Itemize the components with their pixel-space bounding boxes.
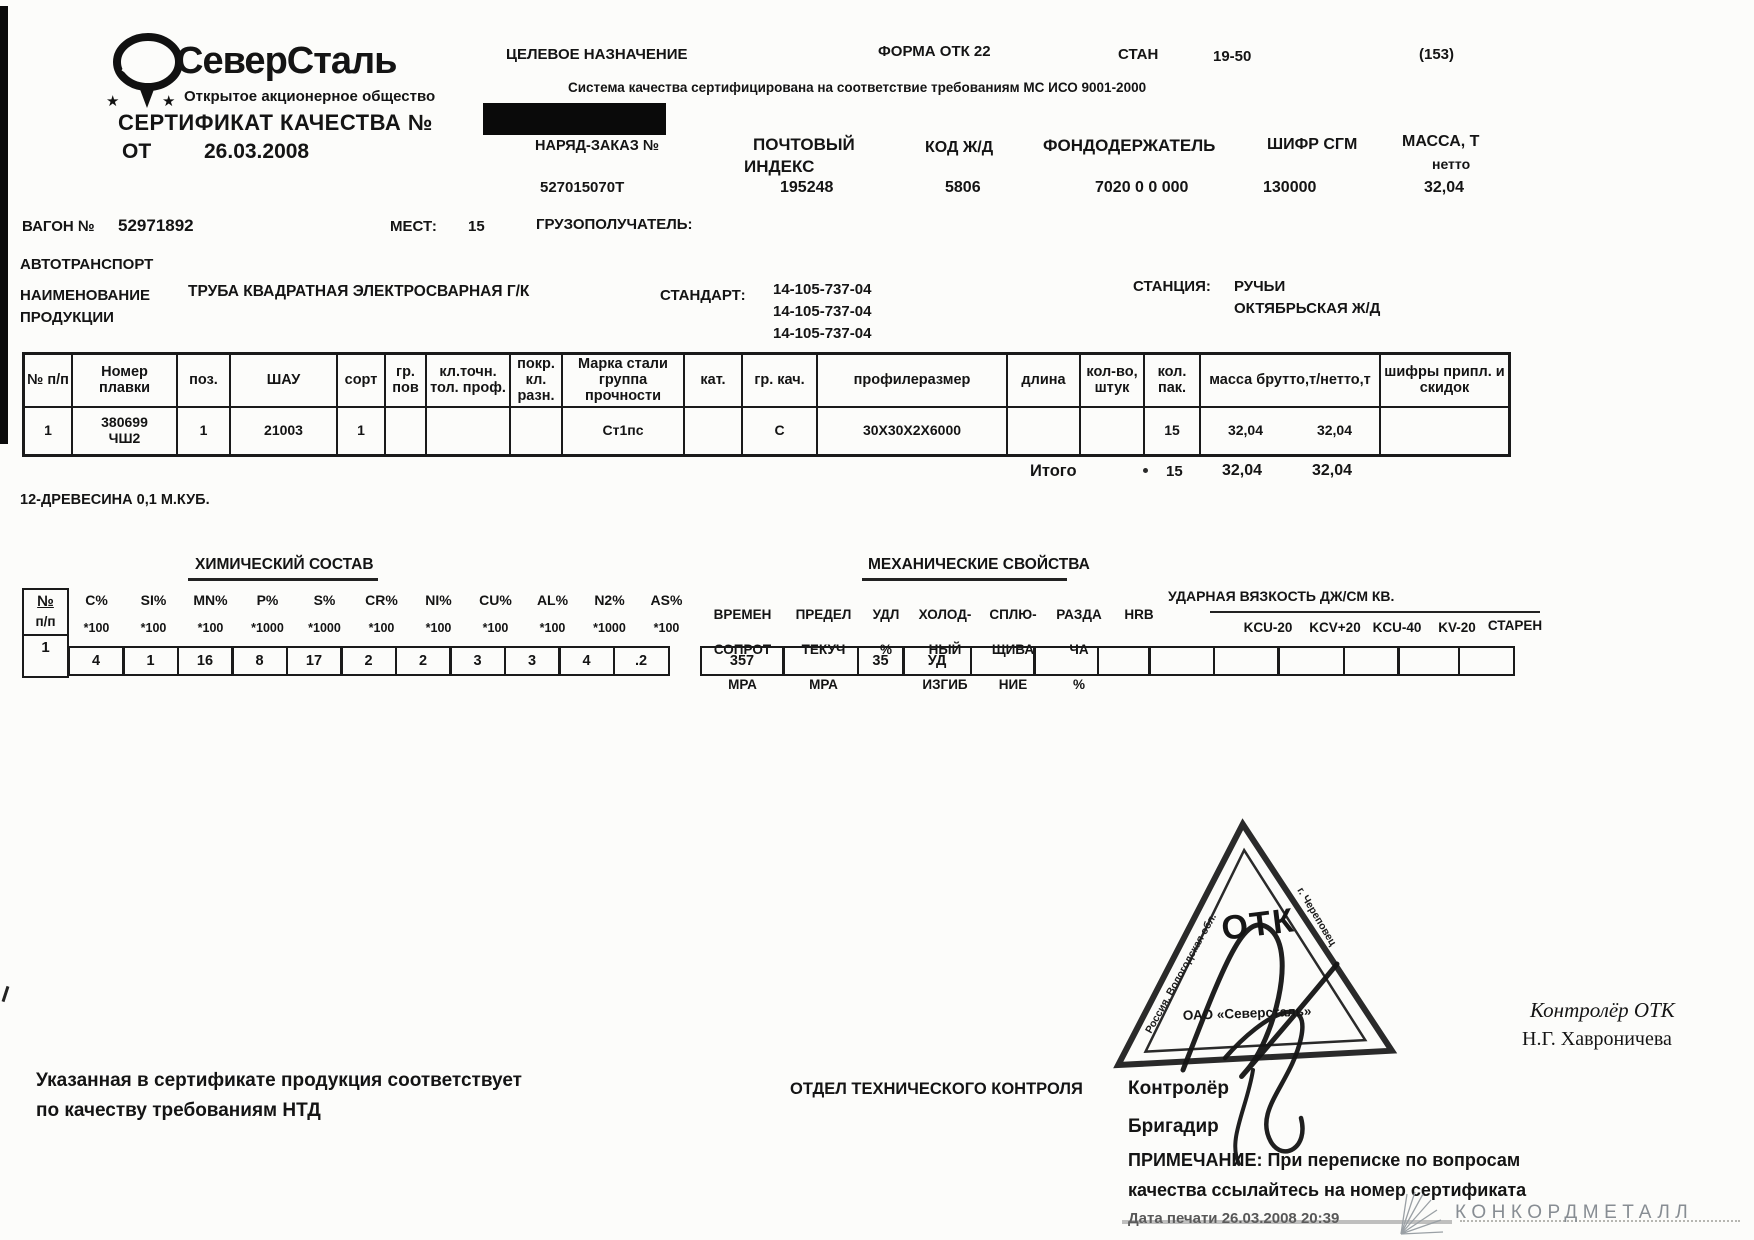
mech-value xyxy=(1097,646,1151,676)
mech-header-line: % xyxy=(1072,676,1085,692)
mech-header-line: МРА xyxy=(809,676,838,692)
chem-value: 1 xyxy=(122,646,179,676)
col-header: профилеразмер xyxy=(818,355,1008,406)
total-packs: 15 xyxy=(1166,463,1183,480)
chem-element: AL% xyxy=(536,592,569,608)
mech-header-line: ЧА xyxy=(1069,641,1089,657)
product-label-1: НАИМЕНОВАНИЕ xyxy=(20,287,150,304)
chem-element: CU% xyxy=(479,592,512,608)
redacted-certificate-number xyxy=(483,103,666,135)
chem-value: .2 xyxy=(613,646,670,676)
brand-subtitle: Открытое акционерное общество xyxy=(184,88,436,105)
col-header: сорт xyxy=(338,355,386,406)
total-net: 32,04 xyxy=(1312,462,1353,479)
chem-multiplier: *100 xyxy=(197,621,224,635)
scan-edge-artifact xyxy=(0,6,8,444)
holder-value: 7020 0 0 000 xyxy=(1095,179,1189,196)
melt-line1: 380699 xyxy=(101,414,148,431)
mech-value xyxy=(1458,646,1515,676)
qc-controller-name: Н.Г. Хавроничева xyxy=(1522,1028,1672,1050)
chem-value: 16 xyxy=(177,646,234,676)
places-value: 15 xyxy=(468,218,485,235)
chem-title: ХИМИЧЕСКИЙ СОСТАВ xyxy=(195,556,374,573)
col-header: кат. xyxy=(685,355,743,406)
col-header: кол. пак. xyxy=(1145,355,1201,406)
mech-title-underline xyxy=(862,578,1067,581)
mech-header-line: СОПРОТ xyxy=(713,641,772,657)
stamp-company-text: ОАО «Северсталь» xyxy=(1182,1003,1312,1023)
cell-pos: 1 xyxy=(178,408,231,454)
chem-element: NI% xyxy=(425,592,452,608)
chem-element: MN% xyxy=(193,592,228,608)
cell-empty xyxy=(685,408,743,454)
chem-element: P% xyxy=(256,592,279,608)
stamp-edge-right-text: г. Череповец xyxy=(1294,885,1339,949)
chem-no-box xyxy=(22,588,69,678)
product-label-2: ПРОДУКЦИИ xyxy=(20,309,114,326)
sheet-code: (153) xyxy=(1419,46,1455,63)
mech-value xyxy=(1033,646,1099,676)
chem-element-header-row xyxy=(68,592,695,608)
mech-header-line: ТЕКУЧ xyxy=(801,641,846,657)
col-header: шифры припл. и скидок xyxy=(1384,364,1505,397)
mech-value: УД xyxy=(902,646,972,676)
col-header: Марка стали группа прочности xyxy=(563,355,685,406)
wood-note: 12-ДРЕВЕСИНА 0,1 М.КУБ. xyxy=(20,492,210,508)
cell-no: 1 xyxy=(25,408,73,454)
mech-value: 357 xyxy=(700,646,785,676)
chem-multiplier: *100 xyxy=(653,621,680,635)
impact-col-kcu20: KCU-20 xyxy=(1243,620,1293,635)
scan-dot-artifact xyxy=(1143,468,1148,473)
chem-no-label: № xyxy=(37,593,54,610)
cipher-value: 130000 xyxy=(1263,179,1317,196)
mech-header-line: НИЕ xyxy=(998,676,1028,692)
form-label: ФОРМА ОТК 22 xyxy=(878,43,991,60)
station-value: РУЧЬИ xyxy=(1234,278,1286,295)
melt-line2: ЧШ2 xyxy=(108,429,141,446)
otk-stamp xyxy=(1075,812,1425,1174)
impact-underline xyxy=(1210,611,1540,613)
col-header: Номер плавки xyxy=(73,355,178,406)
transport-label: АВТОТРАНСПОРТ xyxy=(20,256,154,273)
mech-value xyxy=(782,646,859,676)
chem-value: 17 xyxy=(286,646,343,676)
mech-value xyxy=(970,646,1036,676)
cell-melt-number xyxy=(73,408,178,454)
col-header: кл.точн. тол. проф. xyxy=(427,355,511,406)
chem-multiplier: *1000 xyxy=(251,621,284,635)
main-table-data-row xyxy=(22,408,1511,457)
chem-element: C% xyxy=(85,592,108,608)
mech-value xyxy=(1213,646,1280,676)
chem-row-no: 1 xyxy=(24,634,67,656)
standard-2: 14-105-737-04 xyxy=(773,303,872,320)
cell-quality-group: С xyxy=(743,408,818,454)
col-header: № п/п xyxy=(25,355,73,406)
total-gross: 32,04 xyxy=(1222,462,1263,479)
cell-empty xyxy=(1081,408,1145,454)
mass-label: МАССА, Т xyxy=(1402,133,1480,150)
mech-header-line: ЩИВА xyxy=(991,641,1035,657)
cell-empty xyxy=(511,408,563,454)
col-header: гр. пов xyxy=(386,355,427,406)
station-label: СТАНЦИЯ: xyxy=(1133,278,1211,295)
qc-controller-title: Контролёр ОТК xyxy=(1530,998,1675,1022)
mech-header-line: ПРЕДЕЛ xyxy=(795,606,852,622)
mass-sub-label: нетто xyxy=(1432,156,1471,172)
mech-title: МЕХАНИЧЕСКИЕ СВОЙСТВА xyxy=(868,556,1090,573)
certificate-title: СЕРТИФИКАТ КАЧЕСТВА № xyxy=(118,110,433,135)
chem-multiplier: *1000 xyxy=(308,621,341,635)
iso-note: Система качества сертифицирована на соответствие требованиям МС ИСО 9001-2000 xyxy=(568,80,1147,95)
stamp-otk-text: ОТК xyxy=(1219,901,1298,948)
mech-value xyxy=(1148,646,1215,676)
places-label: МЕСТ: xyxy=(390,218,437,235)
station-railway: ОКТЯБРЬСКАЯ Ж/Д xyxy=(1234,300,1381,317)
col-header: поз. xyxy=(178,355,231,406)
chem-multiplier: *100 xyxy=(83,621,110,635)
postal-label-2: ИНДЕКС xyxy=(744,157,815,176)
watermark-logo-icon xyxy=(1395,1188,1449,1238)
conformity-line1: Указанная в сертификате продукция соответствует xyxy=(36,1070,522,1091)
mech-header-line: НЫЙ xyxy=(928,641,962,657)
mass-net: 32,04 xyxy=(1316,422,1353,438)
stan-label: СТАН xyxy=(1118,46,1159,63)
chem-multiplier: *100 xyxy=(368,621,395,635)
chem-element: N2% xyxy=(594,592,625,608)
impact-col-kcu40: KCU-40 xyxy=(1372,620,1422,635)
qc-department-label: ОТДЕЛ ТЕХНИЧЕСКОГО КОНТРОЛЯ xyxy=(790,1080,1083,1098)
cell-empty xyxy=(386,408,427,454)
chem-multiplier: *1000 xyxy=(593,621,626,635)
main-table-header-row xyxy=(22,352,1511,408)
holder-label: ФОНДОДЕРЖАТЕЛЬ xyxy=(1043,136,1216,155)
severstal-logo-icon xyxy=(106,32,186,116)
postal-value: 195248 xyxy=(780,179,834,196)
cipher-label: ШИФР СГМ xyxy=(1267,136,1358,153)
chem-element: SI% xyxy=(140,592,167,608)
mech-header-line: РАЗДА xyxy=(1056,606,1102,622)
cell-mass xyxy=(1201,408,1381,454)
wagon-value: 52971892 xyxy=(118,216,194,235)
mech-value-row xyxy=(702,646,1515,676)
chem-title-underline xyxy=(188,578,378,581)
cell-empty xyxy=(1381,408,1508,454)
cert-from-label: ОТ xyxy=(122,140,152,163)
col-header: гр. кач. xyxy=(743,355,818,406)
brigadier-label: Бригадир xyxy=(1128,1116,1219,1137)
conformity-line2: по качеству требованиям НТД xyxy=(36,1100,321,1121)
mech-header-line: HRB xyxy=(1124,606,1154,622)
chem-multiplier: *100 xyxy=(425,621,452,635)
purpose-label: ЦЕЛЕВОЕ НАЗНАЧЕНИЕ xyxy=(506,46,688,63)
main-table xyxy=(22,352,1511,457)
standard-3: 14-105-737-04 xyxy=(773,325,872,342)
col-header: длина xyxy=(1008,355,1081,406)
mass-value: 32,04 xyxy=(1424,179,1465,196)
order-value: 527015070Т xyxy=(540,179,625,196)
col-header: ШАУ xyxy=(231,355,338,406)
watermark-text: КОНКОРДМЕТАЛЛ xyxy=(1455,1202,1694,1223)
chem-element: S% xyxy=(313,592,336,608)
col-header: покр. кл. разн. xyxy=(511,355,563,406)
cell-packs: 15 xyxy=(1145,408,1201,454)
chem-element: CR% xyxy=(365,592,398,608)
chem-value: 3 xyxy=(449,646,506,676)
standard-label: СТАНДАРТ: xyxy=(660,287,746,304)
chem-value: 3 xyxy=(504,646,561,676)
mech-header-line: ИЗГИБ xyxy=(922,676,968,692)
chem-value: 8 xyxy=(231,646,288,676)
order-label: НАРЯД-ЗАКАЗ № xyxy=(535,138,659,154)
chem-multiplier: *100 xyxy=(539,621,566,635)
chem-multiplier: *100 xyxy=(140,621,167,635)
cell-sort: 1 xyxy=(338,408,386,454)
chem-no-sub: п/п xyxy=(35,614,56,629)
mech-header-line: СПЛЮ- xyxy=(989,606,1037,622)
rail-code-label: КОД Ж/Д xyxy=(925,139,994,156)
print-date: Дата печати 26.03.2008 20:39 xyxy=(1128,1210,1340,1227)
chem-value-row xyxy=(70,646,670,676)
cert-date: 26.03.2008 xyxy=(204,140,310,163)
stamp-edge-left-text: Россия, Вологодская обл. xyxy=(1143,911,1220,1036)
product-value: ТРУБА КВАДРАТНАЯ ЭЛЕКТРОСВАРНАЯ Г/К xyxy=(188,283,530,300)
mech-value xyxy=(1343,646,1400,676)
mech-value xyxy=(1397,646,1460,676)
stan-value: 19-50 xyxy=(1213,48,1252,65)
note-line1: ПРИМЕЧАНИЕ: При переписке по вопросам xyxy=(1128,1150,1521,1170)
rail-code-value: 5806 xyxy=(945,179,981,196)
cell-steel-grade: Ст1пс xyxy=(563,408,685,454)
brand-title: СеверСталь xyxy=(176,40,397,82)
cell-profile-size: 30X30X2X6000 xyxy=(818,408,1008,454)
postal-label-1: ПОЧТОВЫЙ xyxy=(753,135,855,154)
wagon-label: ВАГОН № xyxy=(22,218,95,235)
controller-label: Контролёр xyxy=(1128,1078,1229,1099)
scan-mark-artifact xyxy=(2,986,10,1002)
mech-header-hrb xyxy=(1112,588,1166,641)
chem-multiplier: *100 xyxy=(482,621,509,635)
mech-value: 35 xyxy=(857,646,905,676)
impact-col-kv20: KV-20 xyxy=(1438,620,1476,635)
aged-label: СТАРЕН xyxy=(1487,618,1543,633)
chem-value: 4 xyxy=(558,646,615,676)
cell-empty xyxy=(1008,408,1081,454)
chem-element: AS% xyxy=(650,592,683,608)
chem-value: 4 xyxy=(68,646,125,676)
mech-header-line: ВРЕМЕН xyxy=(713,606,772,622)
chem-value: 2 xyxy=(340,646,397,676)
cell-shau: 21003 xyxy=(231,408,338,454)
impact-col-kcv20: KCV+20 xyxy=(1309,620,1361,635)
svg-text:★: ★ xyxy=(162,93,176,110)
chem-multiplier-row xyxy=(68,621,695,635)
mass-gross: 32,04 xyxy=(1227,422,1264,438)
consignee-label: ГРУЗОПОЛУЧАТЕЛЬ: xyxy=(536,216,693,233)
total-label: Итого xyxy=(1030,462,1077,480)
standard-1: 14-105-737-04 xyxy=(773,281,872,298)
mech-header-line: МРА xyxy=(728,676,757,692)
mech-header-line: УДЛ xyxy=(872,606,900,622)
col-header: масса брутто,т/нетто,т xyxy=(1201,355,1381,406)
mech-header-line: ХОЛОД- xyxy=(918,606,972,622)
mech-header-line: % xyxy=(879,641,892,657)
note-line2: качества ссылайтесь на номер сертификата xyxy=(1128,1180,1527,1200)
mech-value xyxy=(1277,646,1345,676)
cell-empty xyxy=(427,408,511,454)
impact-title: УДАРНАЯ ВЯЗКОСТЬ ДЖ/СМ КВ. xyxy=(1168,588,1395,604)
svg-text:★: ★ xyxy=(106,93,120,110)
col-header: кол-во, штук xyxy=(1081,355,1145,406)
chem-value: 2 xyxy=(395,646,452,676)
